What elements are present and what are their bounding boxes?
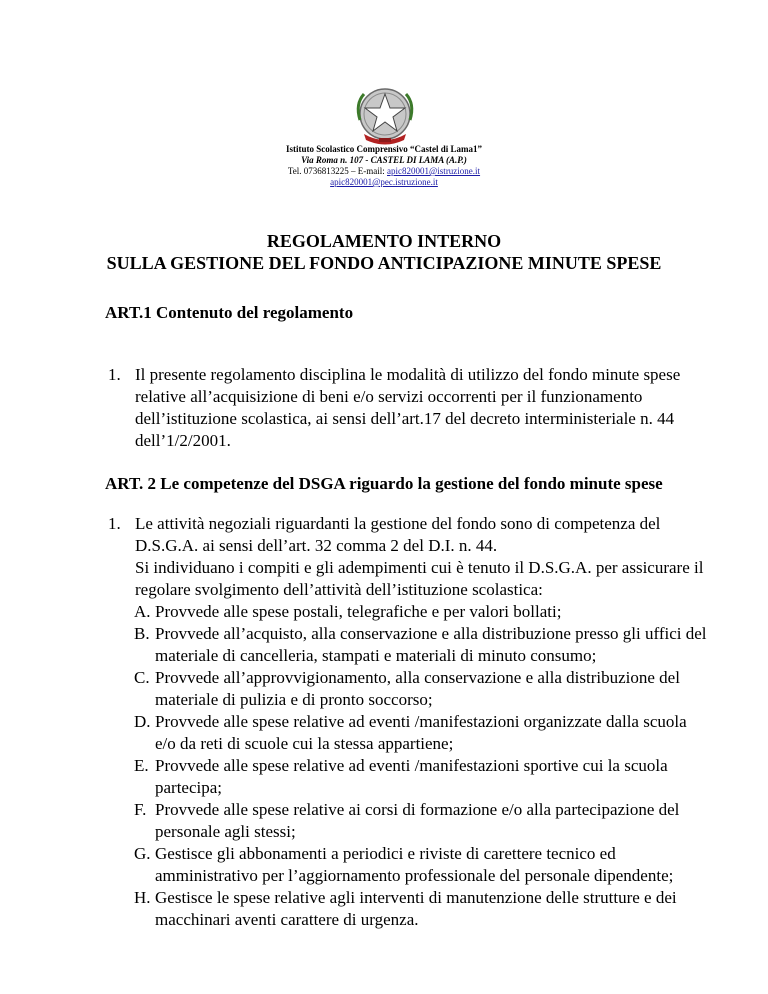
letterhead bbox=[0, 144, 768, 188]
art2-paragraph bbox=[108, 513, 708, 931]
item-letter: C. bbox=[134, 668, 150, 687]
list-item bbox=[108, 799, 708, 843]
item-text: Provvede all’acquisto, alla conservazione e alla distribuzione presso gli uffici del materiale di cancelleria, stampati e materiali di minuto consumo; bbox=[155, 624, 707, 665]
list-item bbox=[108, 623, 708, 667]
item-letter: E. bbox=[134, 756, 149, 775]
item-text: Gestisce gli abbonamenti a periodici e riviste di carettere tecnico ed amministrativo per l’aggiornamento professionale del personale dipendente; bbox=[155, 844, 674, 885]
item-text: Provvede all’approvvigionamento, alla conservazione e alla distribuzione del materiale di pulizia e di pronto soccorso; bbox=[155, 668, 680, 709]
item-letter: F. bbox=[134, 800, 147, 819]
item-text: Provvede alle spese postali, telegrafiche e per valori bollati; bbox=[155, 602, 562, 621]
art1-number: 1. bbox=[108, 365, 121, 384]
list-item bbox=[108, 667, 708, 711]
art2-text-1: Le attività negoziali riguardanti la gestione del fondo sono di competenza del D.S.G.A. ai sensi dell’art. 32 comma 2 del D.I. n. 44. bbox=[135, 514, 661, 555]
art1-text: Il presente regolamento disciplina le modalità di utilizzo del fondo minute spese relative all’acquisizione di beni e/o servizi occorrenti per il funzionamento dell’istituzione scolastica, ai sensi dell’art.17 del decreto interministeriale n. 44 dell’1/2/2001. bbox=[135, 365, 681, 450]
duties-list bbox=[108, 601, 708, 931]
list-item bbox=[108, 711, 708, 755]
institution-contact bbox=[0, 166, 768, 177]
list-item bbox=[108, 887, 708, 931]
title-line-1: REGOLAMENTO INTERNO bbox=[266, 231, 502, 251]
item-text: Provvede alle spese relative ai corsi di formazione e/o alla partecipazione del personale agli stessi; bbox=[155, 800, 680, 841]
list-item bbox=[108, 601, 708, 623]
emblem-icon bbox=[346, 82, 424, 148]
institution-name: Istituto Scolastico Comprensivo “Castel di Lama1” bbox=[285, 144, 483, 154]
item-letter: B. bbox=[134, 624, 150, 643]
item-letter: H. bbox=[134, 888, 151, 907]
art2-number: 1. bbox=[108, 514, 121, 533]
art2-heading: ART. 2 Le competenze del DSGA riguardo la gestione del fondo minute spese bbox=[105, 474, 663, 493]
list-item bbox=[108, 755, 708, 799]
item-text: Provvede alle spese relative ad eventi /manifestazioni sportive cui la scuola partecipa; bbox=[155, 756, 668, 797]
item-letter: D. bbox=[134, 712, 151, 731]
item-letter: A. bbox=[134, 602, 151, 621]
contact-prefix: Tel. 0736813225 – E-mail: bbox=[287, 166, 388, 176]
email-link[interactable]: apic820001@istruzione.it bbox=[387, 166, 481, 176]
art1-paragraph bbox=[108, 364, 708, 452]
item-text: Provvede alle spese relative ad eventi /manifestazioni organizzate dalla scuola e/o da reti di scuole cui la stessa appartiene; bbox=[155, 712, 687, 753]
art1-heading: ART.1 Contenuto del regolamento bbox=[105, 303, 354, 322]
list-item bbox=[108, 843, 708, 887]
pec-link[interactable]: apic820001@pec.istruzione.it bbox=[330, 177, 438, 187]
item-text: Gestisce le spese relative agli interventi di manutenzione delle strutture e dei macchinari aventi carattere di urgenza. bbox=[155, 888, 677, 929]
document-title bbox=[0, 230, 768, 274]
art2-text-2: Si individuano i compiti e gli adempimenti cui è tenuto il D.S.G.A. per assicurare il regolare svolgimento dell’attività dell’istituzione scolastica: bbox=[135, 558, 704, 599]
item-letter: G. bbox=[134, 844, 151, 863]
institution-address: Via Roma n. 107 - CASTEL DI LAMA (A.P.) bbox=[301, 155, 467, 165]
title-line-2: SULLA GESTIONE DEL FONDO ANTICIPAZIONE MINUTE SPESE bbox=[106, 253, 662, 273]
